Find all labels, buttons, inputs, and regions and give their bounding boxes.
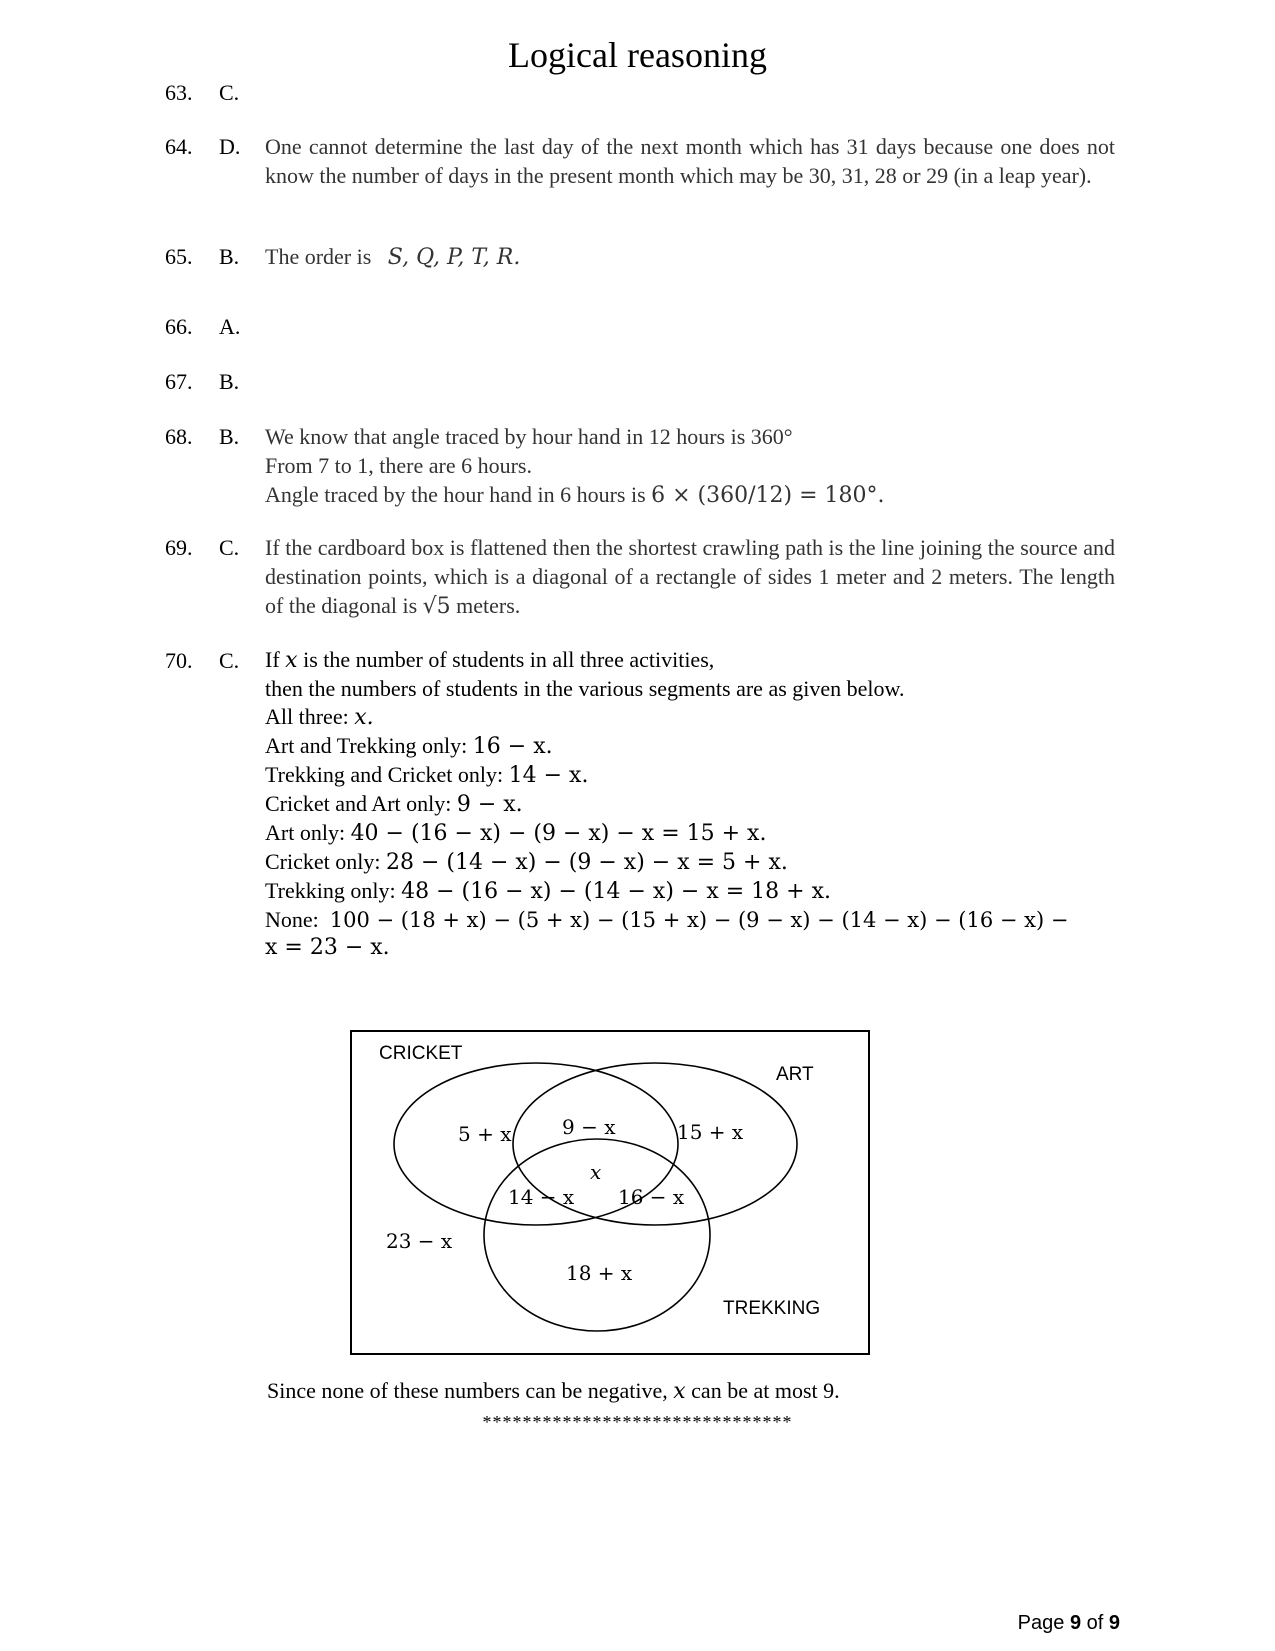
sqrt-value: √5: [422, 594, 451, 619]
variable-x: x: [285, 648, 298, 673]
cricket-only-value: 5 + x: [458, 1122, 512, 1146]
answer-option: B.: [219, 369, 240, 394]
trekking-label: TREKKING: [723, 1298, 821, 1319]
conclusion: [267, 1378, 840, 1404]
question-number: 69.: [165, 535, 193, 560]
segment-value: 40 − (16 − x) − (9 − x) − x = 15 + x.: [350, 821, 767, 846]
answer-option: A.: [219, 314, 241, 339]
total-pages: 9: [1108, 1612, 1120, 1634]
conclusion-text: Since none of these numbers can be negative,: [267, 1378, 668, 1403]
segment-label: Trekking and Cricket only:: [265, 762, 504, 787]
segment-label: All three:: [265, 704, 349, 729]
current-page: 9: [1069, 1612, 1082, 1634]
question-number: 63.: [165, 80, 193, 105]
segment-label: Cricket only:: [265, 849, 381, 874]
answer-option: B.: [219, 424, 240, 449]
question-number: 68.: [165, 424, 193, 449]
of-word: of: [1086, 1612, 1104, 1634]
variable-x: x: [673, 1379, 686, 1404]
none-value: 23 − x: [386, 1229, 453, 1253]
segment-value: 100 − (18 + x) − (5 + x) − (15 + x) − (9 − x) − (14 − x) − (16 − x) −: [329, 908, 1069, 932]
explanation-line: Angle traced by the hour hand in 6 hours is: [265, 482, 646, 507]
answer-64: [165, 132, 1115, 190]
segment-value: 48 − (16 − x) − (14 − x) − x = 18 + x.: [401, 879, 831, 904]
explanation-text: If the cardboard box is flattened then the shortest crawling path is the line joining the source and destination points, which is a diagonal of a rectangle of sides 1 meter and 2 meters. The length of the diagonal is: [265, 535, 1115, 618]
cricket-label: CRICKET: [379, 1043, 463, 1064]
question-number: 64.: [165, 134, 193, 159]
all-three-value: x: [590, 1160, 602, 1184]
trekking-only-value: 18 + x: [566, 1261, 633, 1285]
answer-option: C.: [219, 80, 240, 105]
art-label: ART: [776, 1064, 814, 1085]
answer-63: [165, 78, 1115, 107]
answer-67: [165, 367, 1115, 396]
answer-65: [165, 242, 1115, 272]
explanation-line: We know that angle traced by hour hand in 12 hours is 360°: [265, 424, 793, 449]
answer-option: D.: [219, 134, 241, 159]
question-number: 67.: [165, 369, 193, 394]
order-sequence: S, Q, P, T, R.: [387, 245, 521, 270]
segment-value: 9 − x.: [456, 792, 523, 817]
explanation-text: The order is: [265, 244, 372, 269]
answer-option: C.: [219, 648, 240, 673]
angle-formula: 6 × (360/12) = 180°.: [651, 483, 885, 508]
cricket-art-value: 9 − x: [562, 1115, 616, 1139]
question-number: 66.: [165, 314, 193, 339]
segment-label: Art and Trekking only:: [265, 733, 468, 758]
segment-label: Art only:: [265, 820, 346, 845]
explanation-line: then the numbers of students in the various segments are as given below.: [265, 676, 905, 701]
art-only-value: 15 + x: [677, 1120, 744, 1144]
segment-value: x.: [354, 705, 374, 730]
trekking-cricket-value: 14 − x: [508, 1185, 575, 1209]
answer-option: C.: [219, 535, 240, 560]
segment-label: None:: [265, 907, 319, 932]
explanation-line: From 7 to 1, there are 6 hours.: [265, 453, 532, 478]
question-number: 65.: [165, 244, 193, 269]
answer-option: B.: [219, 244, 240, 269]
answer-66: [165, 312, 1115, 341]
explanation-line: If: [265, 647, 280, 672]
segment-value: x = 23 − x.: [265, 935, 390, 960]
explanation-text: One cannot determine the last day of the next month which has 31 days because one does not know the number of days in the present month which may be 30, 31, 28 or 29 (in a leap year).: [265, 134, 1115, 188]
answer-68: [165, 422, 1115, 510]
conclusion-text: can be at most 9.: [691, 1378, 840, 1403]
segment-value: 16 − x.: [472, 734, 553, 759]
page-footer: [1018, 1612, 1120, 1635]
page-word: Page: [1017, 1612, 1065, 1634]
explanation-tail: meters.: [456, 593, 521, 618]
explanation-line: is the number of students in all three activities,: [303, 647, 715, 672]
end-divider: *******************************: [482, 1412, 793, 1432]
question-number: 70.: [165, 648, 193, 673]
segment-label: Cricket and Art only:: [265, 791, 452, 816]
segment-label: Trekking only:: [265, 878, 396, 903]
answer-70: [165, 646, 1115, 962]
segment-value: 28 − (14 − x) − (9 − x) − x = 5 + x.: [385, 850, 788, 875]
segment-value: 14 − x.: [508, 763, 589, 788]
venn-diagram: [350, 1030, 870, 1355]
answer-69: [165, 533, 1115, 621]
page-title: Logical reasoning: [508, 35, 767, 75]
art-trekking-value: 16 − x: [618, 1185, 685, 1209]
